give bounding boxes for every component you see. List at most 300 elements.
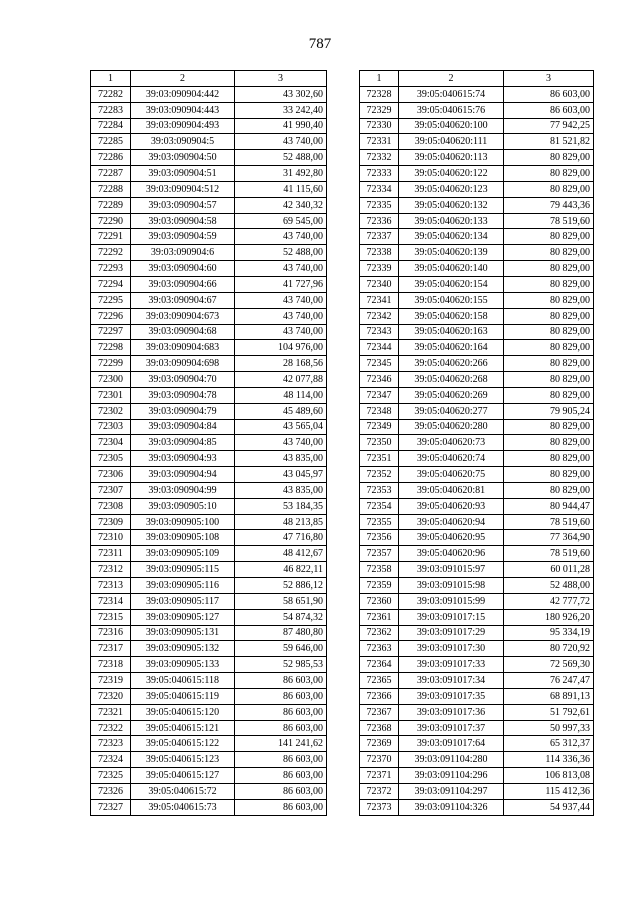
row-number-cell: 72318 xyxy=(91,657,131,673)
table-row xyxy=(360,593,594,609)
cadastral-number-cell: 39:05:040620:122 xyxy=(399,166,504,182)
table-row xyxy=(91,276,327,292)
row-number-cell: 72359 xyxy=(360,578,399,594)
value-cell: 43 740,00 xyxy=(235,134,327,150)
cadastral-number-cell: 39:05:040620:132 xyxy=(399,197,504,213)
row-number-cell: 72365 xyxy=(360,673,399,689)
table-row xyxy=(360,102,594,118)
cadastral-number-cell: 39:05:040620:111 xyxy=(399,134,504,150)
value-cell: 80 829,00 xyxy=(504,166,594,182)
value-cell: 80 944,47 xyxy=(504,498,594,514)
table-row xyxy=(360,181,594,197)
row-number-cell: 72352 xyxy=(360,467,399,483)
row-number-cell: 72346 xyxy=(360,372,399,388)
value-cell: 41 727,96 xyxy=(235,276,327,292)
table-row xyxy=(360,799,594,815)
table-row xyxy=(360,704,594,720)
cadastral-number-cell: 39:03:090904:5 xyxy=(131,134,235,150)
row-number-cell: 72325 xyxy=(91,768,131,784)
table-row xyxy=(91,768,327,784)
table-row xyxy=(360,546,594,562)
table-row xyxy=(360,783,594,799)
table-row xyxy=(360,340,594,356)
value-cell: 80 829,00 xyxy=(504,435,594,451)
cadastral-number-cell: 39:03:090904:442 xyxy=(131,86,235,102)
row-number-cell: 72299 xyxy=(91,356,131,372)
row-number-cell: 72363 xyxy=(360,641,399,657)
cadastral-number-cell: 39:03:091017:33 xyxy=(399,657,504,673)
table-row xyxy=(360,736,594,752)
table-row xyxy=(91,688,327,704)
left-col-header-2: 2 xyxy=(131,71,235,87)
cadastral-number-cell: 39:05:040620:155 xyxy=(399,292,504,308)
table-row xyxy=(91,546,327,562)
table-row xyxy=(91,451,327,467)
table-row xyxy=(91,609,327,625)
cadastral-number-cell: 39:03:090905:115 xyxy=(131,562,235,578)
value-cell: 80 829,00 xyxy=(504,324,594,340)
cadastral-number-cell: 39:03:090905:127 xyxy=(131,609,235,625)
value-cell: 69 545,00 xyxy=(235,213,327,229)
row-number-cell: 72370 xyxy=(360,752,399,768)
cadastral-number-cell: 39:05:040620:269 xyxy=(399,387,504,403)
row-number-cell: 72343 xyxy=(360,324,399,340)
value-cell: 28 168,56 xyxy=(235,356,327,372)
cadastral-number-cell: 39:03:090905:100 xyxy=(131,514,235,530)
value-cell: 41 115,60 xyxy=(235,181,327,197)
table-row xyxy=(360,229,594,245)
cadastral-number-cell: 39:05:040620:75 xyxy=(399,467,504,483)
row-number-cell: 72304 xyxy=(91,435,131,451)
row-number-cell: 72320 xyxy=(91,688,131,704)
cadastral-number-cell: 39:03:091017:36 xyxy=(399,704,504,720)
row-number-cell: 72307 xyxy=(91,482,131,498)
value-cell: 52 488,00 xyxy=(235,245,327,261)
row-number-cell: 72312 xyxy=(91,562,131,578)
table-row xyxy=(360,720,594,736)
value-cell: 77 364,90 xyxy=(504,530,594,546)
row-number-cell: 72298 xyxy=(91,340,131,356)
right-table xyxy=(359,70,594,816)
table-row xyxy=(360,403,594,419)
cadastral-number-cell: 39:05:040615:122 xyxy=(131,736,235,752)
value-cell: 86 603,00 xyxy=(235,783,327,799)
value-cell: 80 829,00 xyxy=(504,467,594,483)
cadastral-number-cell: 39:03:091104:326 xyxy=(399,799,504,815)
row-number-cell: 72321 xyxy=(91,704,131,720)
cadastral-number-cell: 39:05:040615:72 xyxy=(131,783,235,799)
cadastral-number-cell: 39:03:090904:79 xyxy=(131,403,235,419)
value-cell: 52 488,00 xyxy=(235,150,327,166)
table-row xyxy=(91,86,327,102)
table-row xyxy=(360,514,594,530)
row-number-cell: 72333 xyxy=(360,166,399,182)
table-row xyxy=(91,657,327,673)
cadastral-number-cell: 39:03:091017:29 xyxy=(399,625,504,641)
value-cell: 43 740,00 xyxy=(235,308,327,324)
cadastral-number-cell: 39:03:090904:57 xyxy=(131,197,235,213)
table-row xyxy=(91,530,327,546)
value-cell: 80 829,00 xyxy=(504,419,594,435)
cadastral-number-cell: 39:05:040620:268 xyxy=(399,372,504,388)
value-cell: 59 646,00 xyxy=(235,641,327,657)
row-number-cell: 72326 xyxy=(91,783,131,799)
value-cell: 48 114,00 xyxy=(235,387,327,403)
table-row xyxy=(360,245,594,261)
table-row xyxy=(91,245,327,261)
table-row xyxy=(360,166,594,182)
value-cell: 43 045,97 xyxy=(235,467,327,483)
row-number-cell: 72362 xyxy=(360,625,399,641)
cadastral-number-cell: 39:05:040615:76 xyxy=(399,102,504,118)
cadastral-number-cell: 39:03:091015:97 xyxy=(399,562,504,578)
table-row xyxy=(360,673,594,689)
cadastral-number-cell: 39:05:040615:123 xyxy=(131,752,235,768)
value-cell: 80 829,00 xyxy=(504,356,594,372)
cadastral-number-cell: 39:05:040620:154 xyxy=(399,276,504,292)
value-cell: 54 937,44 xyxy=(504,799,594,815)
cadastral-number-cell: 39:03:091104:296 xyxy=(399,768,504,784)
value-cell: 78 519,60 xyxy=(504,514,594,530)
cadastral-number-cell: 39:05:040620:280 xyxy=(399,419,504,435)
value-cell: 95 334,19 xyxy=(504,625,594,641)
table-row xyxy=(91,372,327,388)
value-cell: 80 829,00 xyxy=(504,482,594,498)
table-row xyxy=(91,181,327,197)
table-row xyxy=(91,704,327,720)
table-row xyxy=(91,403,327,419)
right-table-body xyxy=(360,86,594,815)
table-row xyxy=(360,578,594,594)
cadastral-number-cell: 39:03:090904:85 xyxy=(131,435,235,451)
value-cell: 80 829,00 xyxy=(504,372,594,388)
row-number-cell: 72289 xyxy=(91,197,131,213)
row-number-cell: 72315 xyxy=(91,609,131,625)
cadastral-number-cell: 39:03:090904:673 xyxy=(131,308,235,324)
cadastral-number-cell: 39:05:040620:81 xyxy=(399,482,504,498)
table-row xyxy=(91,752,327,768)
cadastral-number-cell: 39:03:091017:30 xyxy=(399,641,504,657)
row-number-cell: 72332 xyxy=(360,150,399,166)
value-cell: 86 603,00 xyxy=(235,752,327,768)
cadastral-number-cell: 39:05:040615:120 xyxy=(131,704,235,720)
table-row xyxy=(360,213,594,229)
table-row xyxy=(91,308,327,324)
row-number-cell: 72291 xyxy=(91,229,131,245)
cadastral-number-cell: 39:05:040615:73 xyxy=(131,799,235,815)
row-number-cell: 72334 xyxy=(360,181,399,197)
row-number-cell: 72353 xyxy=(360,482,399,498)
value-cell: 115 412,36 xyxy=(504,783,594,799)
cadastral-number-cell: 39:03:090904:93 xyxy=(131,451,235,467)
value-cell: 43 835,00 xyxy=(235,482,327,498)
table-row xyxy=(91,736,327,752)
table-row xyxy=(360,118,594,134)
cadastral-number-cell: 39:05:040615:127 xyxy=(131,768,235,784)
cadastral-number-cell: 39:03:090904:60 xyxy=(131,261,235,277)
row-number-cell: 72313 xyxy=(91,578,131,594)
row-number-cell: 72324 xyxy=(91,752,131,768)
right-col-header-1: 1 xyxy=(360,71,399,87)
row-number-cell: 72301 xyxy=(91,387,131,403)
table-row xyxy=(360,387,594,403)
table-row xyxy=(360,657,594,673)
table-row xyxy=(91,498,327,514)
row-number-cell: 72296 xyxy=(91,308,131,324)
row-number-cell: 72295 xyxy=(91,292,131,308)
value-cell: 104 976,00 xyxy=(235,340,327,356)
cadastral-number-cell: 39:05:040615:118 xyxy=(131,673,235,689)
value-cell: 65 312,37 xyxy=(504,736,594,752)
cadastral-number-cell: 39:05:040620:113 xyxy=(399,150,504,166)
value-cell: 48 412,67 xyxy=(235,546,327,562)
table-row xyxy=(360,482,594,498)
value-cell: 60 011,28 xyxy=(504,562,594,578)
page-number: 787 xyxy=(308,36,332,52)
row-number-cell: 72348 xyxy=(360,403,399,419)
value-cell: 80 829,00 xyxy=(504,292,594,308)
row-number-cell: 72339 xyxy=(360,261,399,277)
value-cell: 50 997,33 xyxy=(504,720,594,736)
value-cell: 52 886,12 xyxy=(235,578,327,594)
row-number-cell: 72323 xyxy=(91,736,131,752)
cadastral-number-cell: 39:05:040615:119 xyxy=(131,688,235,704)
table-row xyxy=(360,419,594,435)
table-row xyxy=(91,435,327,451)
value-cell: 80 829,00 xyxy=(504,181,594,197)
table-row xyxy=(91,514,327,530)
value-cell: 43 740,00 xyxy=(235,229,327,245)
row-number-cell: 72294 xyxy=(91,276,131,292)
row-number-cell: 72337 xyxy=(360,229,399,245)
table-row xyxy=(360,768,594,784)
row-number-cell: 72371 xyxy=(360,768,399,784)
value-cell: 58 651,90 xyxy=(235,593,327,609)
table-row xyxy=(360,562,594,578)
table-row xyxy=(360,752,594,768)
table-row xyxy=(360,150,594,166)
cadastral-number-cell: 39:05:040620:133 xyxy=(399,213,504,229)
left-table-header-row xyxy=(91,71,327,87)
value-cell: 72 569,30 xyxy=(504,657,594,673)
row-number-cell: 72293 xyxy=(91,261,131,277)
value-cell: 80 829,00 xyxy=(504,150,594,166)
cadastral-number-cell: 39:03:090905:133 xyxy=(131,657,235,673)
cadastral-number-cell: 39:03:090904:683 xyxy=(131,340,235,356)
left-col-header-3: 3 xyxy=(235,71,327,87)
value-cell: 48 213,85 xyxy=(235,514,327,530)
row-number-cell: 72303 xyxy=(91,419,131,435)
table-row xyxy=(91,150,327,166)
cadastral-number-cell: 39:03:090904:6 xyxy=(131,245,235,261)
row-number-cell: 72357 xyxy=(360,546,399,562)
row-number-cell: 72354 xyxy=(360,498,399,514)
table-row xyxy=(91,134,327,150)
value-cell: 114 336,36 xyxy=(504,752,594,768)
cadastral-number-cell: 39:03:091104:280 xyxy=(399,752,504,768)
row-number-cell: 72282 xyxy=(91,86,131,102)
right-col-header-3: 3 xyxy=(504,71,594,87)
cadastral-number-cell: 39:03:090905:108 xyxy=(131,530,235,546)
value-cell: 43 740,00 xyxy=(235,292,327,308)
table-row xyxy=(91,102,327,118)
cadastral-number-cell: 39:03:090905:131 xyxy=(131,625,235,641)
table-row xyxy=(360,292,594,308)
row-number-cell: 72331 xyxy=(360,134,399,150)
table-row xyxy=(91,467,327,483)
cadastral-number-cell: 39:03:090905:117 xyxy=(131,593,235,609)
table-row xyxy=(91,720,327,736)
cadastral-number-cell: 39:03:090904:67 xyxy=(131,292,235,308)
value-cell: 54 874,32 xyxy=(235,609,327,625)
value-cell: 81 521,82 xyxy=(504,134,594,150)
value-cell: 180 926,20 xyxy=(504,609,594,625)
cadastral-number-cell: 39:03:090904:512 xyxy=(131,181,235,197)
row-number-cell: 72369 xyxy=(360,736,399,752)
table-row xyxy=(360,324,594,340)
row-number-cell: 72372 xyxy=(360,783,399,799)
value-cell: 86 603,00 xyxy=(235,799,327,815)
row-number-cell: 72367 xyxy=(360,704,399,720)
table-row xyxy=(360,467,594,483)
value-cell: 51 792,61 xyxy=(504,704,594,720)
row-number-cell: 72286 xyxy=(91,150,131,166)
row-number-cell: 72292 xyxy=(91,245,131,261)
table-row xyxy=(360,498,594,514)
cadastral-number-cell: 39:05:040620:266 xyxy=(399,356,504,372)
value-cell: 42 340,32 xyxy=(235,197,327,213)
cadastral-number-cell: 39:05:040620:94 xyxy=(399,514,504,530)
row-number-cell: 72322 xyxy=(91,720,131,736)
cadastral-number-cell: 39:03:090904:59 xyxy=(131,229,235,245)
value-cell: 80 720,92 xyxy=(504,641,594,657)
table-row xyxy=(91,673,327,689)
cadastral-number-cell: 39:03:090904:68 xyxy=(131,324,235,340)
row-number-cell: 72284 xyxy=(91,118,131,134)
value-cell: 80 829,00 xyxy=(504,387,594,403)
value-cell: 86 603,00 xyxy=(235,673,327,689)
value-cell: 80 829,00 xyxy=(504,340,594,356)
table-row xyxy=(91,166,327,182)
value-cell: 52 985,53 xyxy=(235,657,327,673)
row-number-cell: 72368 xyxy=(360,720,399,736)
value-cell: 42 777,72 xyxy=(504,593,594,609)
row-number-cell: 72327 xyxy=(91,799,131,815)
table-row xyxy=(91,324,327,340)
cadastral-number-cell: 39:03:090904:99 xyxy=(131,482,235,498)
cadastral-number-cell: 39:03:090904:51 xyxy=(131,166,235,182)
left-table-body xyxy=(91,86,327,815)
cadastral-number-cell: 39:05:040620:123 xyxy=(399,181,504,197)
table-row xyxy=(360,530,594,546)
value-cell: 106 813,08 xyxy=(504,768,594,784)
cadastral-number-cell: 39:03:091017:34 xyxy=(399,673,504,689)
table-row xyxy=(360,688,594,704)
cadastral-number-cell: 39:03:090904:84 xyxy=(131,419,235,435)
row-number-cell: 72314 xyxy=(91,593,131,609)
value-cell: 78 519,60 xyxy=(504,546,594,562)
value-cell: 79 905,24 xyxy=(504,403,594,419)
row-number-cell: 72319 xyxy=(91,673,131,689)
value-cell: 43 740,00 xyxy=(235,324,327,340)
cadastral-number-cell: 39:03:090905:10 xyxy=(131,498,235,514)
left-table xyxy=(90,70,327,816)
cadastral-number-cell: 39:03:090904:493 xyxy=(131,118,235,134)
value-cell: 43 835,00 xyxy=(235,451,327,467)
row-number-cell: 72341 xyxy=(360,292,399,308)
row-number-cell: 72349 xyxy=(360,419,399,435)
value-cell: 33 242,40 xyxy=(235,102,327,118)
row-number-cell: 72345 xyxy=(360,356,399,372)
table-row xyxy=(91,261,327,277)
row-number-cell: 72351 xyxy=(360,451,399,467)
table-row xyxy=(91,356,327,372)
value-cell: 80 829,00 xyxy=(504,451,594,467)
cadastral-number-cell: 39:03:091104:297 xyxy=(399,783,504,799)
cadastral-number-cell: 39:05:040620:277 xyxy=(399,403,504,419)
cadastral-number-cell: 39:05:040620:93 xyxy=(399,498,504,514)
cadastral-number-cell: 39:05:040620:95 xyxy=(399,530,504,546)
value-cell: 79 443,36 xyxy=(504,197,594,213)
value-cell: 53 184,35 xyxy=(235,498,327,514)
value-cell: 141 241,62 xyxy=(235,736,327,752)
row-number-cell: 72328 xyxy=(360,86,399,102)
value-cell: 43 740,00 xyxy=(235,261,327,277)
value-cell: 80 829,00 xyxy=(504,308,594,324)
cadastral-number-cell: 39:03:090904:94 xyxy=(131,467,235,483)
row-number-cell: 72350 xyxy=(360,435,399,451)
value-cell: 87 480,80 xyxy=(235,625,327,641)
table-row xyxy=(360,372,594,388)
table-row xyxy=(91,213,327,229)
value-cell: 45 489,60 xyxy=(235,403,327,419)
row-number-cell: 72310 xyxy=(91,530,131,546)
row-number-cell: 72300 xyxy=(91,372,131,388)
left-col-header-1: 1 xyxy=(91,71,131,87)
table-row xyxy=(91,292,327,308)
cadastral-number-cell: 39:05:040620:96 xyxy=(399,546,504,562)
cadastral-number-cell: 39:03:091017:15 xyxy=(399,609,504,625)
value-cell: 86 603,00 xyxy=(504,102,594,118)
cadastral-number-cell: 39:03:090905:132 xyxy=(131,641,235,657)
row-number-cell: 72335 xyxy=(360,197,399,213)
cadastral-number-cell: 39:05:040620:73 xyxy=(399,435,504,451)
cadastral-number-cell: 39:03:090904:443 xyxy=(131,102,235,118)
table-row xyxy=(91,229,327,245)
row-number-cell: 72373 xyxy=(360,799,399,815)
row-number-cell: 72342 xyxy=(360,308,399,324)
row-number-cell: 72288 xyxy=(91,181,131,197)
row-number-cell: 72283 xyxy=(91,102,131,118)
row-number-cell: 72305 xyxy=(91,451,131,467)
value-cell: 76 247,47 xyxy=(504,673,594,689)
right-table-header-row xyxy=(360,71,594,87)
table-row xyxy=(360,451,594,467)
row-number-cell: 72356 xyxy=(360,530,399,546)
table-row xyxy=(91,482,327,498)
value-cell: 86 603,00 xyxy=(504,86,594,102)
row-number-cell: 72316 xyxy=(91,625,131,641)
cadastral-number-cell: 39:05:040620:158 xyxy=(399,308,504,324)
table-row xyxy=(91,641,327,657)
row-number-cell: 72344 xyxy=(360,340,399,356)
cadastral-number-cell: 39:03:091015:98 xyxy=(399,578,504,594)
cadastral-number-cell: 39:03:091015:99 xyxy=(399,593,504,609)
value-cell: 80 829,00 xyxy=(504,276,594,292)
row-number-cell: 72336 xyxy=(360,213,399,229)
table-row xyxy=(91,118,327,134)
table-row xyxy=(91,419,327,435)
